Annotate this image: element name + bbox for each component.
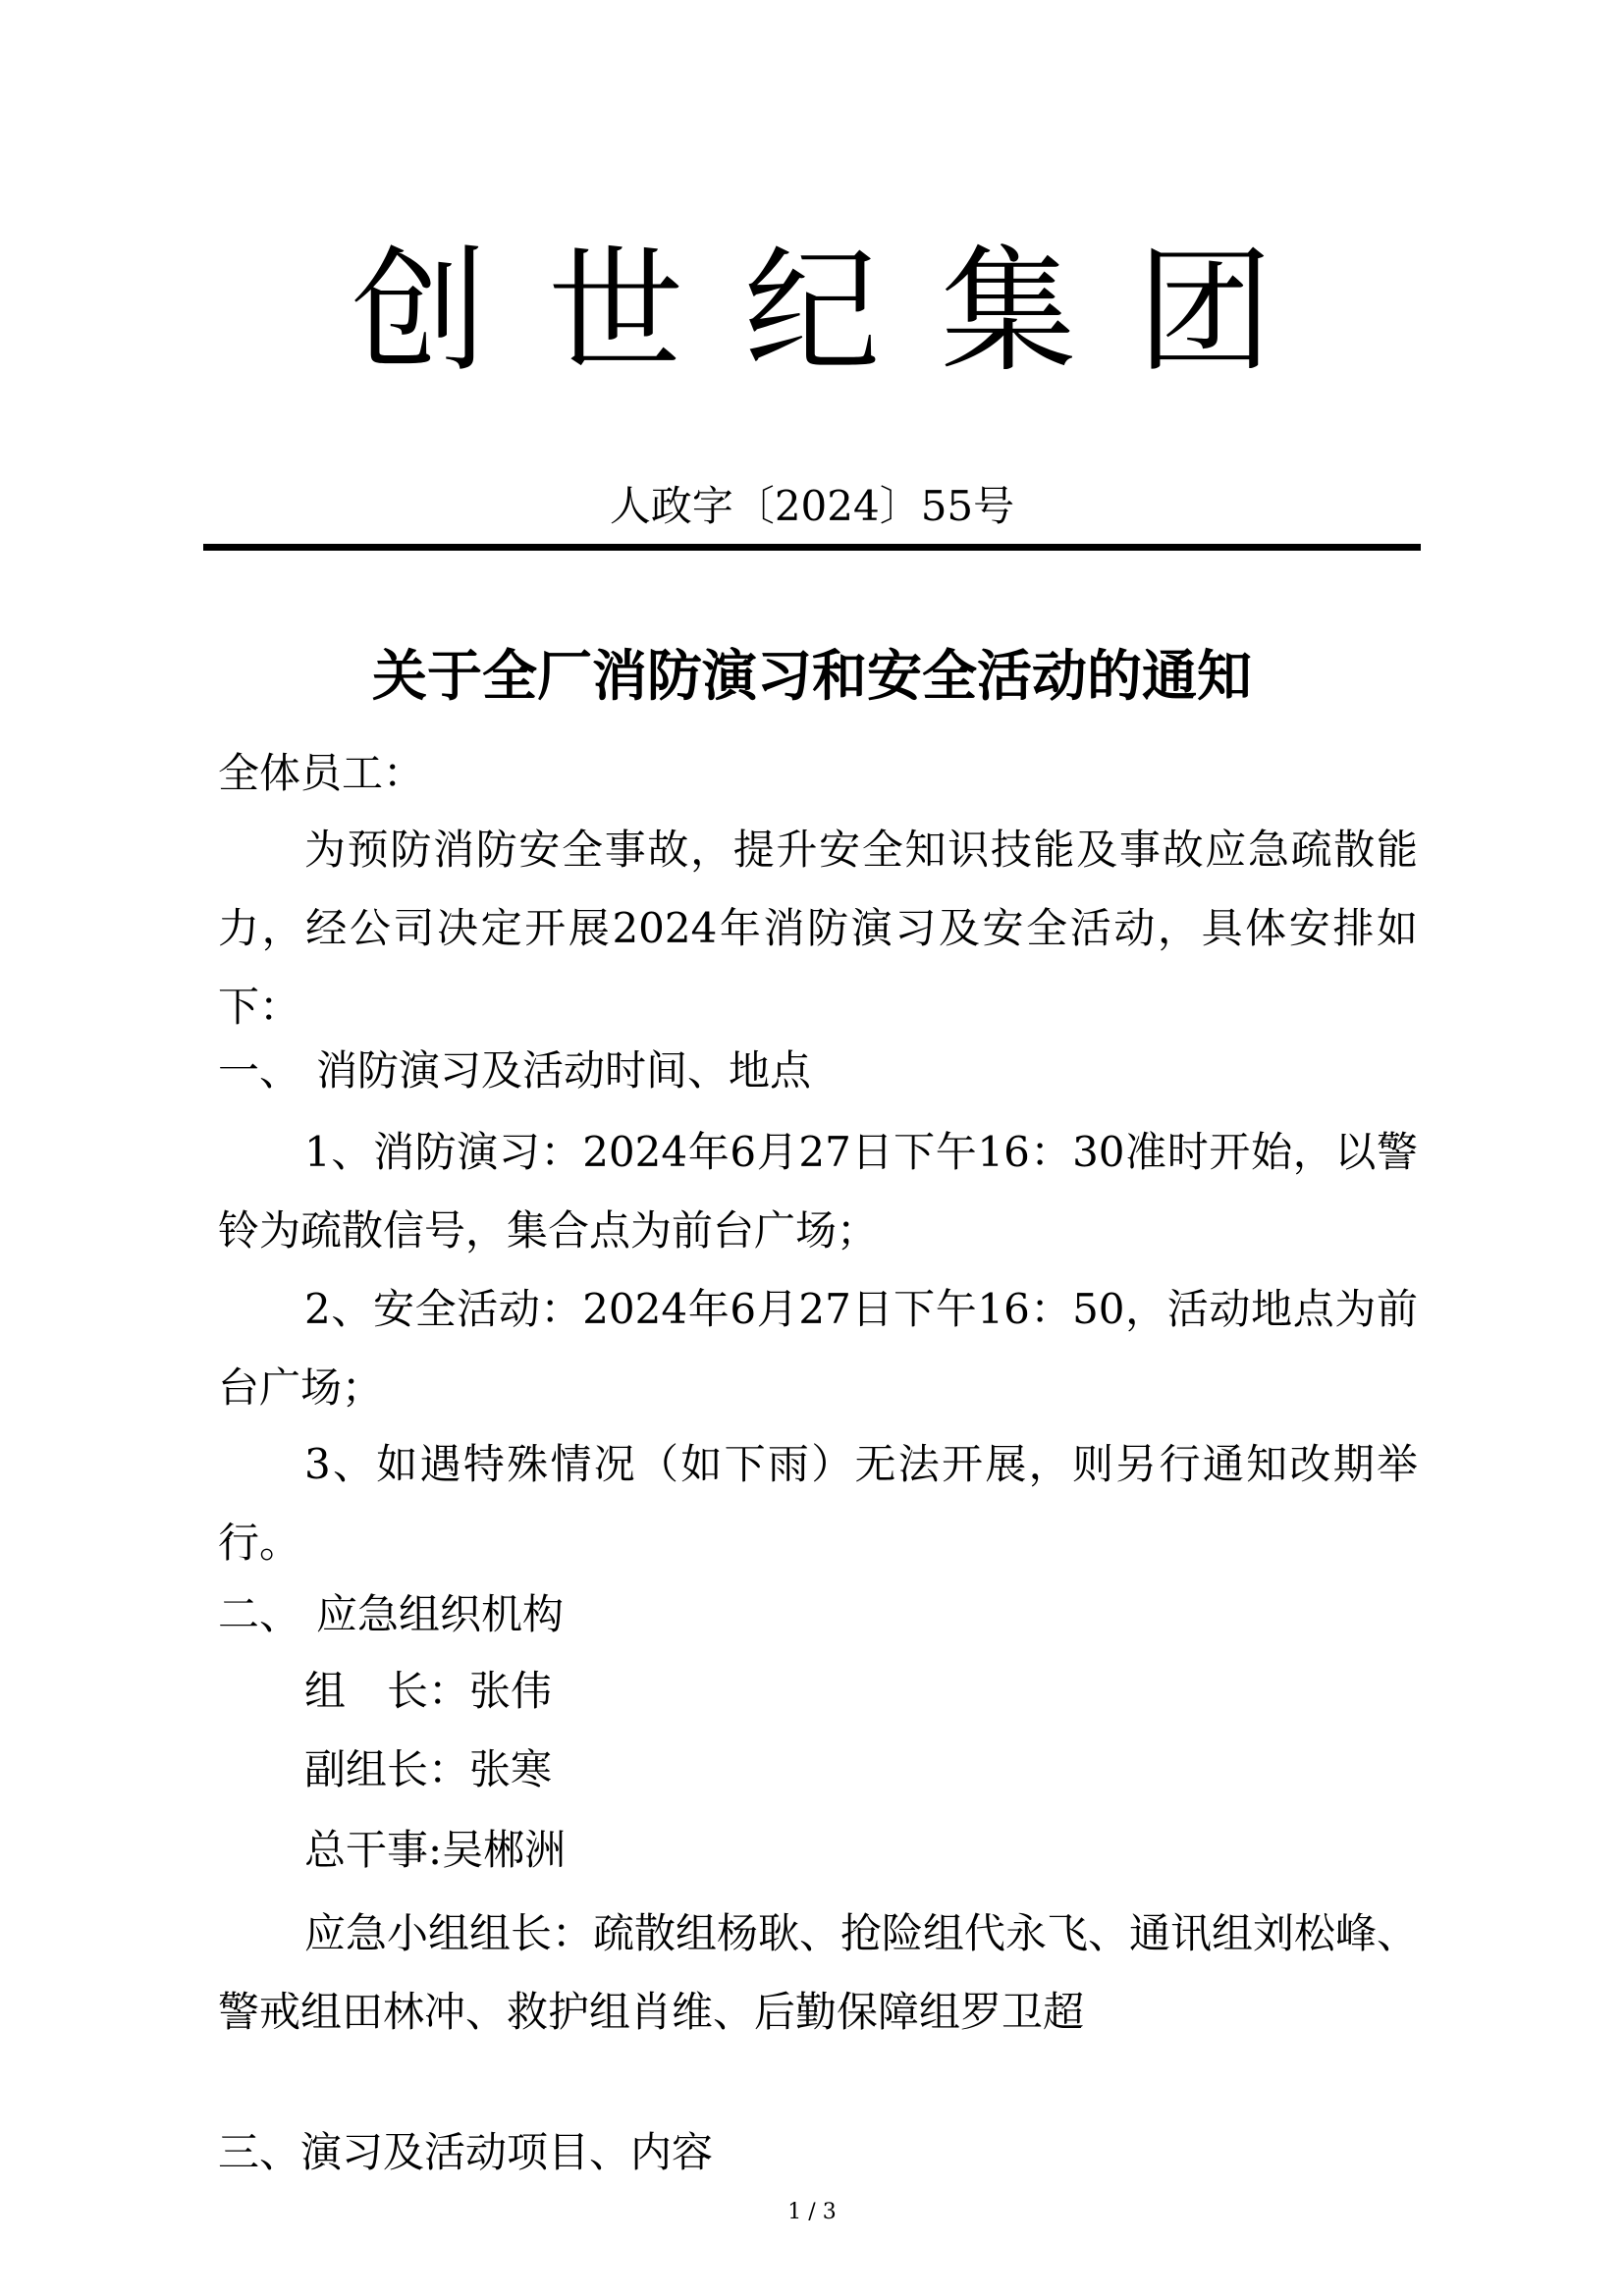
schedule-item-2: 2、安全活动：2024年6月27日下午16：50，活动地点为前台广场； (218, 1285, 1418, 1412)
header-divider (203, 544, 1421, 551)
section-title: 应急组织机构 (316, 1590, 565, 1638)
role-label: 副组长： (304, 1745, 470, 1793)
section-heading-1 (218, 1039, 811, 1103)
role-label: 总干事: (304, 1826, 443, 1874)
team-leaders-paragraph: 应急小组组长：疏散组杨耿、抢险组代永飞、通讯组刘松峰、警戒组田林冲、救护组肖维、后勤保障组罗卫超 (218, 1909, 1419, 2036)
document-number: 人政字〔2024〕55号 (609, 482, 1015, 530)
role-leader (304, 1659, 552, 1724)
schedule-item-1: 1、消防演习：2024年6月27日下午16：30准时开始，以警铃为疏散信号，集合点为前台广场； (218, 1128, 1418, 1255)
page-number: 1 / 3 (787, 2200, 837, 2224)
organization-name: 创世纪集团 (351, 233, 1333, 391)
role-general-secretary (304, 1818, 566, 1883)
section-number: 三、 (218, 2128, 301, 2176)
schedule-item-3: 3、如遇特殊情况（如下雨）无法开展，则另行通知改期举行。 (218, 1440, 1418, 1567)
section-title: 消防演习及活动时间、地点 (316, 1046, 812, 1095)
role-name: 吴郴洲 (442, 1826, 567, 1874)
role-name: 张伟 (469, 1667, 553, 1715)
section-title: 演习及活动项目、内容 (300, 2128, 714, 2176)
section-number: 二、 (218, 1590, 301, 1638)
salutation: 全体员工： (218, 749, 425, 797)
role-deputy-leader (304, 1737, 552, 1802)
role-name: 张寒 (469, 1745, 553, 1793)
section-heading-2 (218, 1582, 564, 1647)
role-label: 组 长： (304, 1667, 470, 1715)
intro-paragraph: 为预防消防安全事故，提升安全知识技能及事故应急疏散能力，经公司决定开展2024年消防演习及安全活动，具体安排如下： (218, 826, 1418, 1031)
section-number: 一、 (218, 1046, 301, 1095)
section-heading-3 (218, 2120, 713, 2185)
notice-title: 关于全厂消防演习和安全活动的通知 (372, 645, 1252, 709)
